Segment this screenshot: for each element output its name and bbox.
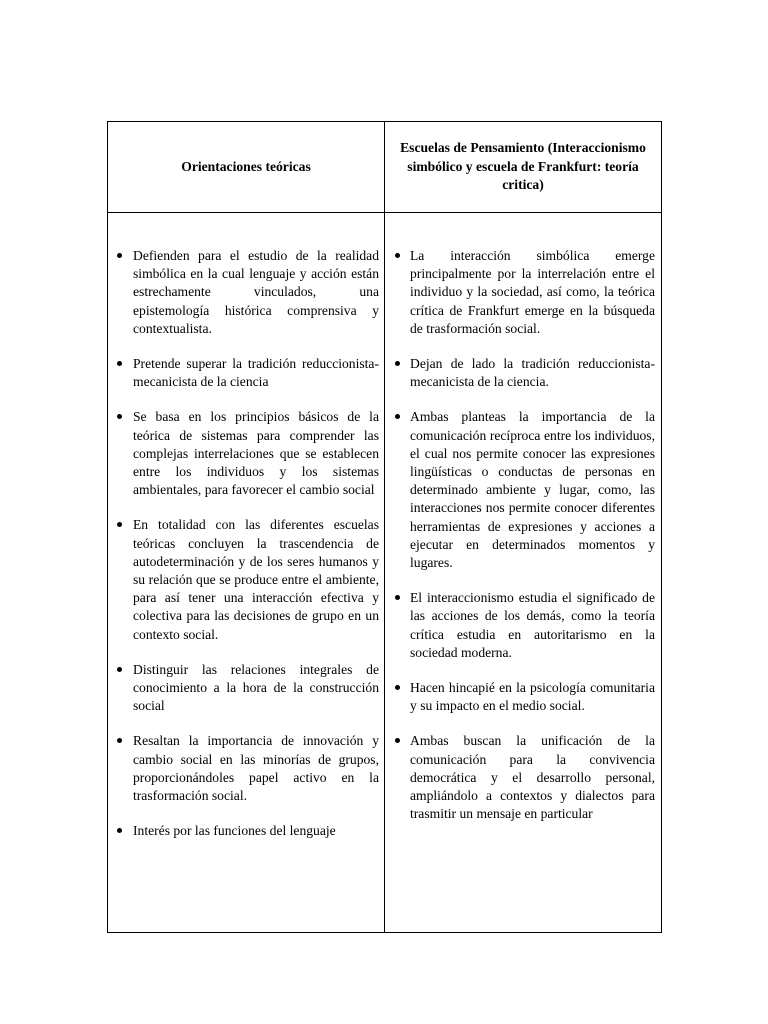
list-item [114, 661, 379, 716]
bullet-icon [117, 253, 122, 258]
left-bullet-list [114, 247, 379, 840]
list-item [389, 247, 655, 338]
header-escuelas-text: Escuelas de Pensamiento (Interaccionismo simbólico y escuela de Frankfurt: teoría critica) [400, 140, 646, 193]
header-orientaciones-text: Orientaciones teóricas [181, 158, 311, 174]
list-item-text: Ambas planteas la importancia de la comunicación recíproca entre los individuos, el cual nos permite conocer las expresiones lingüísticas o conductas de personas en determinado ambiente y lugar, como, las interacciones nos permite conocer diferentes herramientas de expresiones y acciones a ejecutar en determinados momentos y lugares. [410, 409, 655, 571]
bullet-icon [117, 828, 122, 833]
list-item [389, 589, 655, 662]
list-item [389, 408, 655, 572]
list-item [114, 355, 379, 391]
list-item-text: Defienden para el estudio de la realidad simbólica en la cual lenguaje y acción están estrechamente vinculados, una epistemología histórica comprensiva y contextualista. [133, 248, 379, 336]
header-orientaciones [108, 122, 384, 212]
list-item [389, 355, 655, 391]
list-item [114, 732, 379, 805]
bullet-icon [395, 595, 400, 600]
list-item-text: Resaltan la importancia de innovación y cambio social en las minorías de grupos, proporcionándoles papel activo en la trasformación social. [133, 733, 379, 804]
bullet-icon [395, 414, 400, 419]
bullet-icon [395, 685, 400, 690]
bullet-icon [117, 522, 122, 527]
list-item [389, 679, 655, 715]
list-item-text: Distinguir las relaciones integrales de conocimiento a la hora de la construcción social [133, 661, 379, 714]
bullet-icon [395, 253, 400, 258]
list-item [114, 822, 379, 840]
list-item [389, 732, 655, 823]
list-item-text: Se basa en los principios básicos de la teórica de sistemas para comprender las complejas interrelaciones que se establecen entre los individuos y los sistemas ambientales, para favorecer el cambio social [133, 409, 379, 498]
list-item-text: Interés por las funciones del lenguaje [133, 823, 336, 839]
header-escuelas [385, 122, 661, 212]
list-item-text: En totalidad con las diferentes escuelas teóricas concluyen la trascendencia de autodeterminación y de los seres humanos y su relación que se produce entre el ambiente, para así tener una interacción efectiva y colectiva para las decisiones de grupo en un contexto social. [133, 517, 379, 642]
left-column-cell [108, 213, 384, 932]
right-bullet-list [389, 247, 655, 823]
list-item-text: Dejan de lado la tradición reduccionista-mecanicista de la ciencia. [410, 356, 655, 390]
right-column-cell [385, 213, 661, 932]
list-item-text: La interacción simbólica emerge principalmente por la interrelación entre el individuo y la sociedad, así como, la teórica crítica de Frankfurt emerge en la búsqueda de trasformación social. [410, 248, 655, 336]
bullet-icon [117, 667, 122, 672]
bullet-icon [395, 738, 400, 743]
list-item-text: Hacen hincapié en la psicología comunitaria y su impacto en el medio social. [410, 680, 655, 714]
list-item [114, 516, 379, 643]
list-item [114, 408, 379, 499]
bullet-icon [117, 414, 122, 419]
list-item-text: Ambas buscan la unificación de la comunicación para la convivencia democrática y el desarrollo personal, ampliándolo a contextos y dialectos para trasmitir un mensaje en particular [410, 733, 655, 822]
list-item-text: El interaccionismo estudia el significado de las acciones de los demás, como la teoría crítica estudia en autoritarismo en la sociedad moderna. [410, 590, 655, 660]
bullet-icon [117, 361, 122, 366]
bullet-icon [395, 361, 400, 366]
list-item [114, 247, 379, 338]
comparison-table [107, 121, 662, 933]
bullet-icon [117, 738, 122, 743]
list-item-text: Pretende superar la tradición reduccionista-mecanicista de la ciencia [133, 356, 379, 390]
